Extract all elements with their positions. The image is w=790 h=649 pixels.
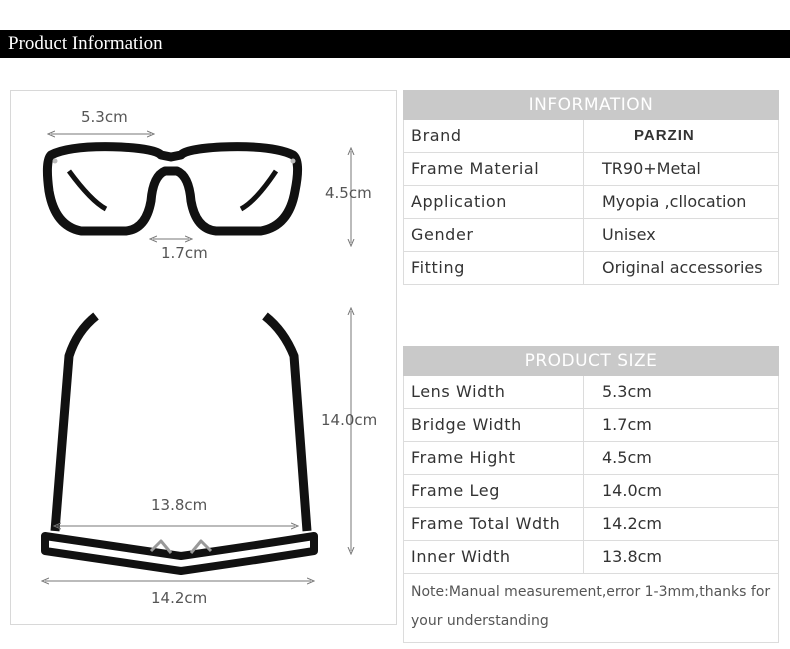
product-size-header: PRODUCT SIZE bbox=[403, 346, 779, 376]
product-size-table bbox=[403, 346, 779, 643]
section-banner bbox=[0, 30, 790, 58]
row-value: 1.7cm bbox=[602, 415, 652, 434]
row-label: Application bbox=[404, 186, 584, 218]
bridge-width-label: 1.7cm bbox=[161, 244, 208, 262]
leg-length-label: 14.0cm bbox=[321, 411, 378, 429]
table-row bbox=[404, 153, 778, 186]
row-value: TR90+Metal bbox=[602, 159, 701, 178]
row-value: 4.5cm bbox=[602, 448, 652, 467]
table-row bbox=[404, 409, 778, 442]
information-header: INFORMATION bbox=[403, 90, 779, 120]
row-label: Fitting bbox=[404, 252, 584, 284]
top-view-glasses bbox=[45, 316, 314, 571]
row-value: Myopia ,cllocation bbox=[602, 192, 747, 211]
table-row bbox=[404, 120, 778, 153]
row-value: 14.0cm bbox=[602, 481, 663, 500]
measurement-note: Note:Manual measurement,error 1-3mm,thanks for your understanding bbox=[403, 574, 779, 643]
table-row bbox=[404, 376, 778, 409]
table-row bbox=[404, 186, 778, 219]
frame-height-label: 4.5cm bbox=[325, 184, 372, 202]
table-row bbox=[404, 541, 778, 574]
row-label: Bridge Width bbox=[404, 409, 584, 441]
row-label: Inner Width bbox=[404, 541, 584, 573]
row-label: Frame Total Wdth bbox=[404, 508, 584, 540]
total-width-label: 14.2cm bbox=[151, 589, 208, 607]
row-label: Frame Hight bbox=[404, 442, 584, 474]
row-value: 14.2cm bbox=[602, 514, 663, 533]
row-value: 13.8cm bbox=[602, 547, 663, 566]
row-label: Frame Material bbox=[404, 153, 584, 185]
lens-width-label: 5.3cm bbox=[81, 108, 128, 126]
table-row bbox=[404, 442, 778, 475]
row-value: Unisex bbox=[602, 225, 656, 244]
row-value: 5.3cm bbox=[602, 382, 652, 401]
row-label: Brand bbox=[404, 120, 584, 152]
row-label: Frame Leg bbox=[404, 475, 584, 507]
information-table bbox=[403, 90, 779, 285]
inner-width-label: 13.8cm bbox=[151, 496, 208, 514]
table-row bbox=[404, 252, 778, 285]
front-view-glasses bbox=[47, 147, 297, 231]
row-label: Lens Width bbox=[404, 376, 584, 408]
glasses-illustration bbox=[11, 91, 396, 624]
table-row bbox=[404, 475, 778, 508]
section-title: Product Information bbox=[8, 33, 163, 54]
table-row bbox=[404, 219, 778, 252]
table-row bbox=[404, 508, 778, 541]
row-value: Original accessories bbox=[602, 258, 763, 277]
row-label: Gender bbox=[404, 219, 584, 251]
brand-value: PARZIN bbox=[634, 127, 695, 144]
glasses-diagram-panel bbox=[10, 90, 397, 625]
